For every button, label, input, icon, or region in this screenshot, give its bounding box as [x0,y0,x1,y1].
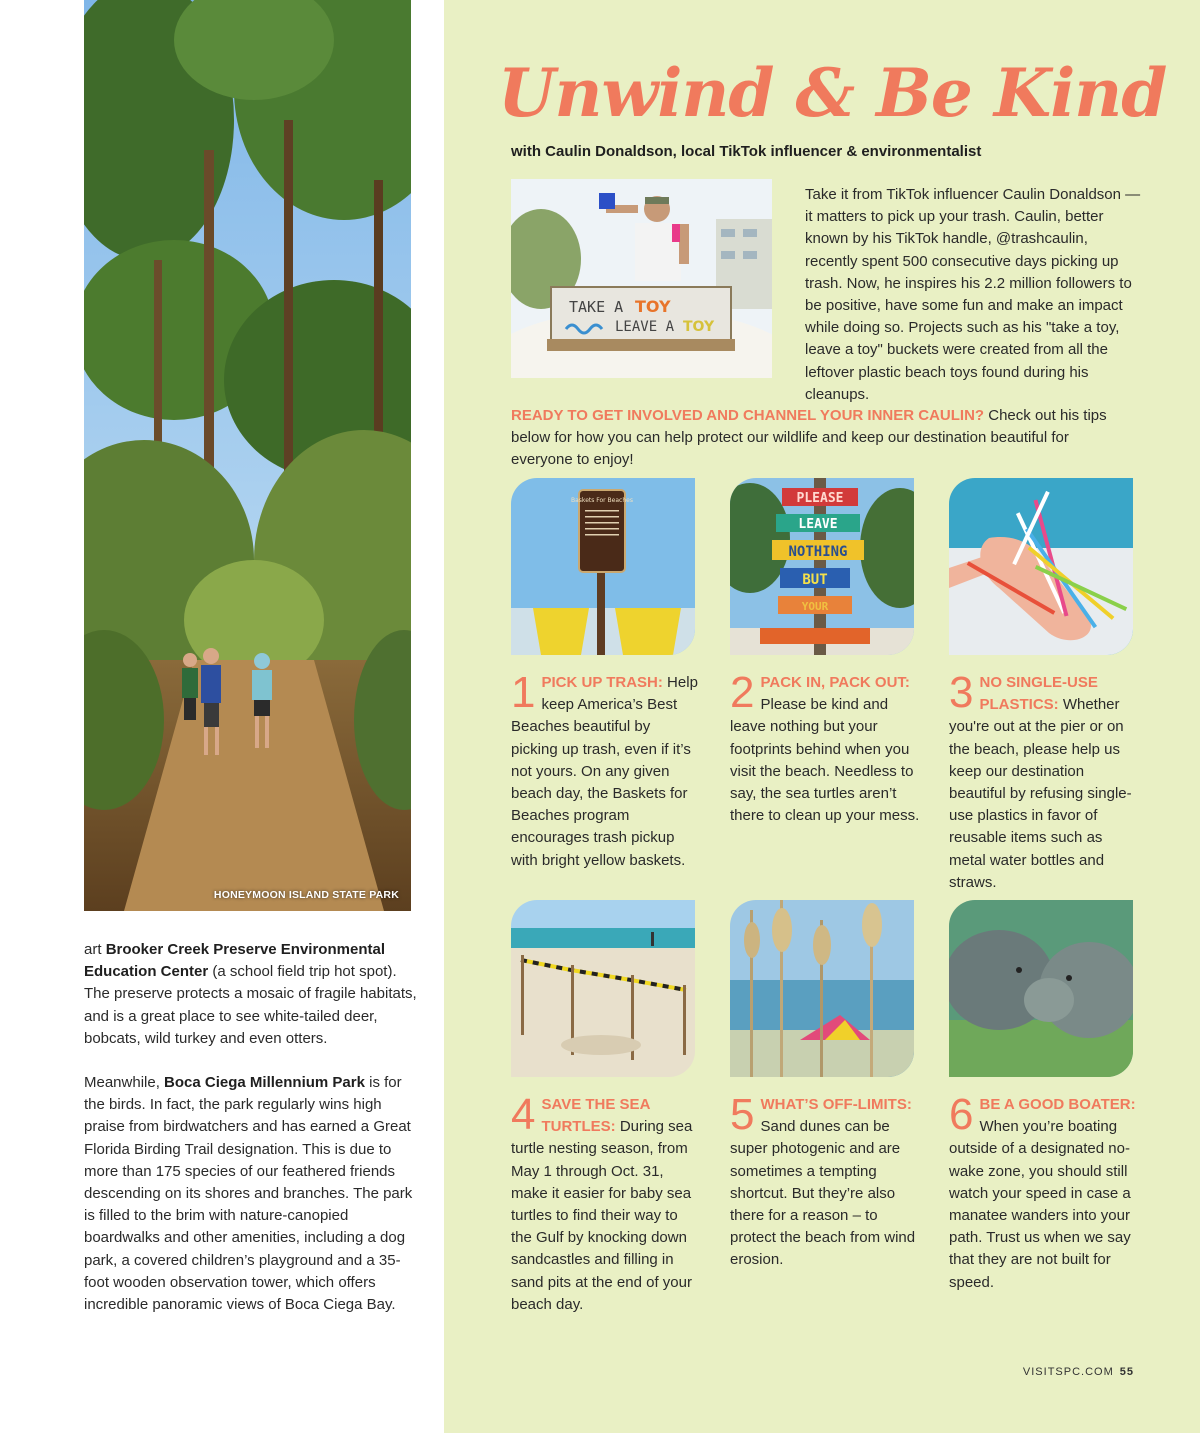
call-to-action: READY TO GET INVOLVED AND CHANNEL YOUR INNER CAULIN? Check out his tips below for how you can help protect our wildlife and keep our destination beautiful for everyone to enjoy! [511,407,1107,469]
paragraph-boca-ciega: Meanwhile, Boca Ciega Millennium Park is for the birds. In fact, the park regularly wins high praise from birdwatchers and has earned a Great Florida Birding Trail designation. This is due to more than 175 species of our feathered friends descending on its shores and branches. The park is filled to the brim with nature-canopied boardwalks and other amenities, including a dog park, a covered children’s playground and a 35-foot wooden observation tower, which offers incredible panoramic views of Boca Ciega Bay. [84,1074,413,1314]
caulin-toy-bucket-photo [511,179,772,378]
hero-sign-line2a: LEAVE A [615,319,675,335]
tip-heading: SAVE THE SEA TURTLES: [541,1096,650,1136]
place-name: Brooker Creek Preserve Environmental Education Center [84,941,385,981]
page-footer [1023,1366,1134,1378]
left-body-text [84,939,419,1338]
tip-heading: BE A GOOD BOATER: [979,1096,1136,1113]
arrow-sign-1: PLEASE [796,491,844,506]
tip-4 [511,1090,701,1316]
tip-body: Whether you're out at the pier or on the beach, please help us keep our destination beautiful by refusing single-use plastics in favor of reusable items such as metal water bottles and straws. [949,696,1132,891]
tip-1 [511,668,701,872]
tip-number: 3 [949,668,974,717]
tip-body: During sea turtle nesting season, from May 1 through Oct. 31, make it easier for baby sea turtles to find their way to the Gulf by knocking down sandcastles and filling in sand pits at the end of your beach day. [511,1118,693,1313]
tip-number: 2 [730,668,755,717]
tip-2-arrow-signs-photo [730,478,914,655]
forest-trail-photo [84,0,411,911]
paragraph-brooker-creek: art Brooker Creek Preserve Environmental Education Center (a school field trip hot spot). The preserve protects a mosaic of fragile habitats, and is a great place to see white-tailed deer, bobcats, wild turkey and even otters. [84,941,417,1047]
page-number: 55 [1119,1366,1134,1378]
arrow-sign-5: YOUR [801,600,829,613]
tip-6 [949,1090,1139,1294]
tip-heading: WHAT’S OFF-LIMITS: [760,1096,912,1113]
tip-body: Please be kind and leave nothing but your footprints behind when you visit the beach. Needless to say, the sea turtles aren’t there to clean up your mess. [730,696,920,825]
tip-number: 1 [511,668,536,717]
tip-body: Help keep America’s Best Beaches beautiful by picking up trash, even if it’s not yours. On any given beach day, the Baskets for Beaches program encourages trash pickup with bright yellow baskets. [511,674,698,869]
tip-number: 4 [511,1090,536,1139]
feature-subtitle: with Caulin Donaldson, local TikTok influencer & environmentalist [511,143,982,160]
site-url[interactable]: VISITSPC.COM [1022,1366,1114,1378]
tip-2 [730,668,920,827]
hero-sign-line1b: TOY [635,297,671,316]
tip-3-plastic-straws-photo [949,478,1133,655]
hero-sign-line2b: TOY [683,319,715,335]
tip-5 [730,1090,920,1272]
tip-number: 6 [949,1090,974,1139]
photo-caption: HONEYMOON ISLAND STATE PARK [213,889,399,901]
tip-6-manatees-photo [949,900,1133,1077]
tip-body: When you’re boating outside of a designated no-wake zone, you should still watch your speed in case a manatee wanders into your path. Trust us when we say that they are not built for speed. [949,1118,1131,1291]
hero-sign-line1a: TAKE A [569,298,624,316]
tip-1-baskets-photo [511,478,695,655]
place-name: Boca Ciega Millennium Park [164,1074,365,1092]
feature-title: Unwind & Be Kind [498,54,1167,132]
cta-heading: READY TO GET INVOLVED AND CHANNEL YOUR INNER CAULIN? [511,407,985,424]
intro-text: Take it from TikTok influencer Caulin Donaldson — it matters to pick up your trash. Caulin, better known by his TikTok handle, @trashcaulin, recently spent 500 consecutive days picking up trash. Now, he inspires his 2.2 million followers to be positive, have some fun and make an impact while doing so. Projects such as his "take a toy, leave a toy" buckets were created from all the leftover plastic beach toys found during his cleanups. [805,186,1141,403]
tip-5-sea-oats-photo [730,900,914,1077]
tip-body: Sand dunes can be super photogenic and are sometimes a tempting shortcut. But they’re also there for a reason – to protect the beach from wind erosion. [730,1118,916,1269]
tip-heading: PACK IN, PACK OUT: [760,674,910,691]
tip-number: 5 [730,1090,755,1139]
tip-3 [949,668,1139,894]
arrow-sign-3: NOTHING [788,544,848,560]
arrow-sign-2: LEAVE [798,517,838,532]
tip-4-turtle-nest-photo [511,900,695,1077]
arrow-sign-4: BUT [802,572,828,588]
tip-heading: PICK UP TRASH: [541,674,663,691]
tip-heading: NO SINGLE-USE PLASTICS: [979,674,1098,714]
basket-sign-title: Baskets For Beaches [571,497,633,504]
